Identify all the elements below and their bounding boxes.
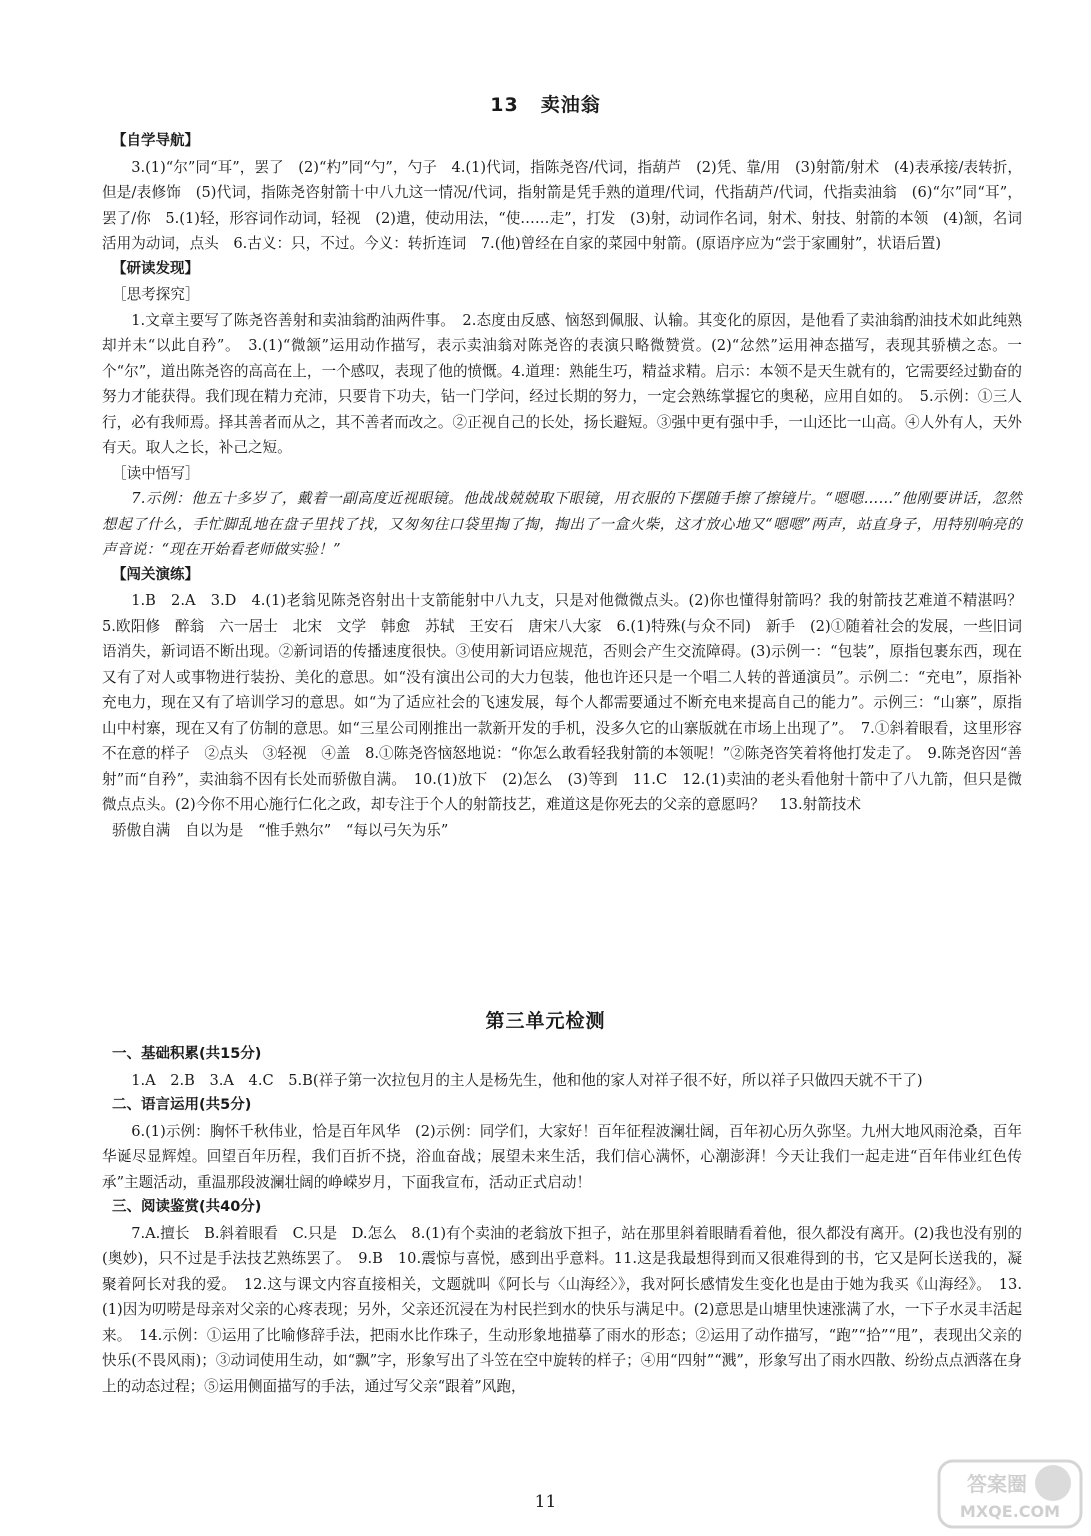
svg-text:答案圈: 答案圈: [967, 1472, 1027, 1496]
lesson-title: [0, 90, 1091, 117]
paragraph-chuangguan-last: 骄傲自满 自以为是 “惟手熟尔” “每以弓矢为乐”: [112, 821, 449, 839]
lesson-body: [102, 129, 1037, 843]
subheader-sikao: ［思考探究］: [112, 286, 200, 303]
part1-header: 一、基础积累(共15分): [112, 1046, 262, 1062]
section-header-yandu: 【研读发现】: [112, 260, 199, 277]
lesson-number: 13: [490, 94, 519, 116]
part2-header: 二、语言运用(共5分): [112, 1097, 252, 1113]
section-header-zixue: 【自学导航】: [112, 133, 199, 149]
part2-text: 6.(1)示例：胸怀千秋伟业，恰是百年风华 (2)示例：同学们，大家好！百年征程波澜壮阔，百年初心历久弥坚。九州大地风雨沧桑，百年华诞尽显辉煌。回望百年历程，我们百折不挠，浴血奋战；展望未来生活，我们信心满怀，心潮澎湃！今天让我们一起走进“百年伟业红色传承”主题活动，重温那段波澜壮阔的峥嵘岁月，下面我宣布，活动正式启动！: [102, 1122, 1022, 1191]
unit-test-title: 第三单元检测: [485, 1010, 606, 1032]
section-header-chuangguan: 【闯关演练】: [112, 566, 199, 583]
page-number: 11: [534, 1492, 557, 1512]
part3-text: 7.A.擅长 B.斜着眼看 C.只是 D.怎么 8.(1)有个卖油的老翁放下担子，站在那里斜着眼睛看着他，很久都没有离开。(2)我也没有别的(奥妙)，只不过是手法技艺熟练罢了。 9.B 10.震惊与喜悦，感到出乎意料。11.这是我最想得到而又很难得到的书，它又是阿长送我的，凝聚着阿长对我的爱。 12.这与课文内容直接相关，文题就叫《阿长与〈山海经〉》，我对阿长感情发生变化也是由于她为我买《山海经》。 13.(1)因为叨唠是母亲对父亲的心疼表现；另外，父亲还沉浸在为村民拦到水的快乐与满足中。(2)意思是山塘里快速涨满了水，一下子水灵丰活起来。 14.示例：①运用了比喻修辞手法，把雨水比作珠子，生动形象地描摹了雨水的形态；②运用了动作描写，“跑”“拾”“甩”，表现出父亲的快乐(不畏风雨)；③动词使用生动，如“飘”字，形象写出了斗笠在空中旋转的样子；④用“四射”“溅”，形象写出了雨水四散、纷纷点点洒落在身上的动态过程；⑤运用侧面描写的手法，通过写父亲“跟着”风跑，: [102, 1224, 1022, 1395]
svg-text:MXQE.COM: MXQE.COM: [959, 1502, 1061, 1521]
part3-header: 三、阅读鉴赏(共40分): [112, 1199, 262, 1215]
paragraph-sikao: 1.文章主要写了陈尧咨善射和卖油翁酌油两件事。 2.态度由反感、恼怒到佩服、认输。其变化的原因，是他看了卖油翁酌油技术如此纯熟却并未“以此自矜”。 3.(1)“微颔”运用动作描写，表示卖油翁对陈尧咨的表演只略微赞赏。(2)“忿然”运用神态描写，表现其骄横之态。一个“尔”，道出陈尧咨的高高在上，一个感叹，表现了他的愤慨。4.道理：熟能生巧，精益求精。启示：本领不是天生就有的，它需要经过勤奋的努力才能获得。我们现在精力充沛，只要肯下功夫，钻一门学问，经过长期的努力，一定会熟练掌握它的奥秘，应用自如的。 5.示例：①三人行，必有我师焉。择其善者而从之，其不善者而改之。②正视自己的长处，扬长避短。③强中更有强中手，一山还比一山高。④人外有人，天外有天。取人之长，补己之短。: [102, 311, 1022, 456]
paragraph-duzhong: 7.示例：他五十多岁了，戴着一副高度近视眼镜。他战战兢兢取下眼镜，用衣服的下摆随手擦了擦镜片。“嗯嗯……”他刚要讲话，忽然想起了什么，手忙脚乱地在盘子里找了找，又匆匆往口袋里掏了掏，掏出了一盒火柴，这才放心地又“嗯嗯”两声，站直身子，用特别响亮的声音说：“现在开始看老师做实验！”: [102, 490, 1022, 558]
subheader-duzhong: ［读中悟写］: [112, 464, 200, 482]
watermark-logo: [935, 1455, 1085, 1533]
paragraph-chuangguan: 1.B 2.A 3.D 4.(1)老翁见陈尧咨射出十支箭能射中八九支，只是对他微微点头。(2)你也懂得射箭吗？我的射箭技艺难道不精湛吗？ 5.欧阳修 醉翁 六一居士 北宋 文学 韩愈 苏轼 王安石 唐宋八大家 6.(1)特殊(与众不同) 新手 (2)①随着社会的发展，一些旧词语消失，新词语不断出现。②新词语的传播速度很快。③使用新词语应规范，否则会产生交流障碍。(3)示例一：“包装”，原指包裹东西，现在又有了对人或事物进行装扮、美化的意思。如“没有演出公司的大力包装，他也许还只是一个唱二人转的普通演员”。示例二：“充电”，原指补充电力，现在又有了培训学习的意思。如“为了适应社会的飞速发展，每个人都需要通过不断充电来提高自己的能力”。示例三：“山寨”，原指山中村寨，现在又有了仿制的意思。如“三星公司刚推出一款新开发的手机，没多久它的山寨版就在市场上出现了”。 7.①斜着眼看，这里形容不在意的样子 ②点头 ③轻视 ④盖 8.①陈尧咨恼怒地说：“你怎么敢看轻我射箭的本领呢！”②陈尧咨笑着将他打发走了。 9.陈尧咨因“善射”而“自矜”，卖油翁不因有长处而骄傲自满。 10.(1)放下 (2)怎么 (3)等到 11.C 12.(1)卖油的老头看他射十箭中了八九箭，但只是微微点点头。(2)今你不用心施行仁化之政，却专注于个人的射箭技艺，难道这是你死去的父亲的意愿吗？ 13.射箭技术: [102, 592, 1037, 813]
paragraph-zixue: 3.(1)“尔”同“耳”，罢了 (2)“杓”同“勺”，勺子 4.(1)代词，指陈尧咨/代词，指葫芦 (2)凭、靠/用 (3)射箭/射术 (4)表承接/表转折，但是/表修饰 (5)代词，指陈尧咨射箭十中八九这一情况/代词，指射箭是凭手熟的道理/代词，代指葫芦/代词，代指卖油翁 (6)“尔”同“耳”，罢了/你 5.(1)轻，形容词作动词，轻视 (2)遣，使动用法，“使……走”，打发 (3)射，动词作名词，射术、射技、射箭的本领 (4)颔，名词活用为动词，点头 6.古义：只，不过。今义：转折连词 7.(他)曾经在自家的菜园中射箭。(原语序应为“尝于家圃射”，状语后置): [102, 158, 1022, 252]
lesson-name: 卖油翁: [540, 94, 601, 116]
unit-test-body: [102, 1042, 1022, 1399]
part1-text: 1.A 2.B 3.A 4.C 5.B(祥子第一次拉包月的主人是杨先生，他和他的家人对祥子很不好，所以祥子只做四天就不干了): [131, 1071, 923, 1089]
